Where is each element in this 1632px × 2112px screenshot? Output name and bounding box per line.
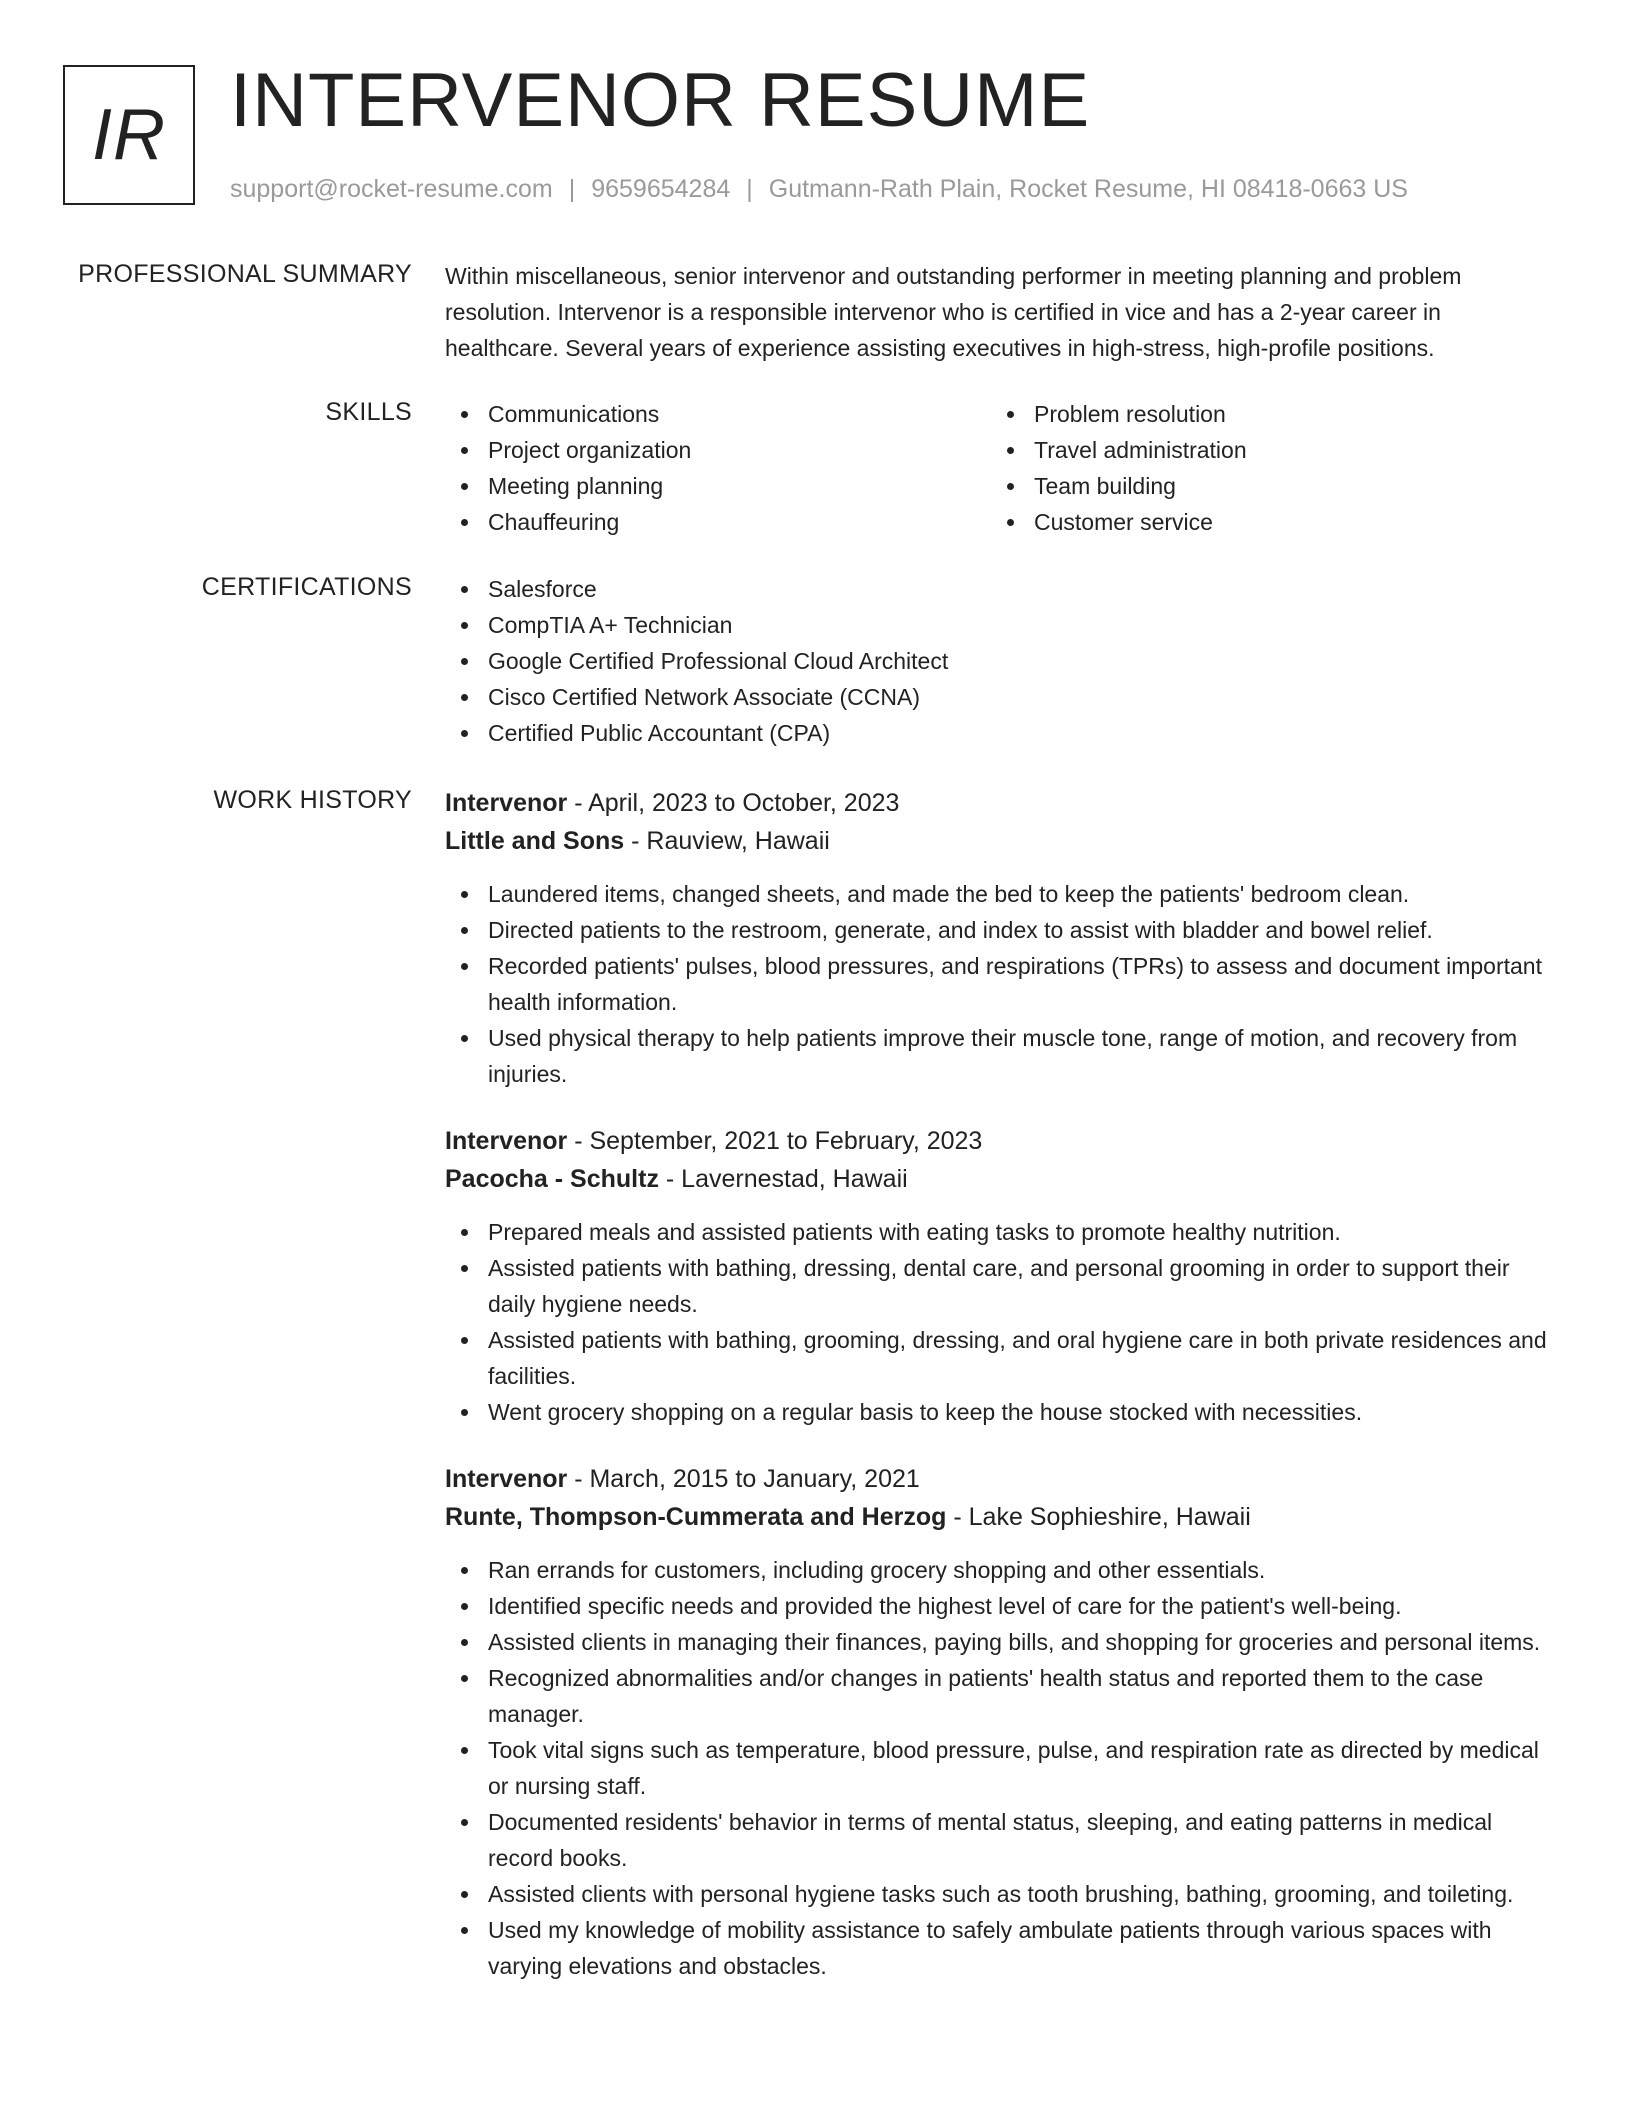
- summary-text: Within miscellaneous, senior intervenor and outstanding performer in meeting planning and problem resolution. Intervenor is a responsible intervenor who is certified in vice and has a 2-year career in healthcare. Several years of experience assisting executives in high-stress, high-profile positions.: [445, 263, 1462, 361]
- job-title: Intervenor: [445, 789, 568, 817]
- job-dates: - March, 2015 to January, 2021: [567, 1465, 920, 1493]
- skill-item: Meeting planning: [445, 468, 991, 504]
- certification-item: Certified Public Accountant (CPA): [445, 715, 1555, 751]
- certifications-list: [445, 571, 1555, 751]
- job-duty-item: Went grocery shopping on a regular basis to keep the house stocked with necessities.: [445, 1394, 1555, 1430]
- skills-grid: [445, 396, 1555, 540]
- certifications-body: [445, 571, 1555, 751]
- job-title: Intervenor: [445, 1465, 568, 1493]
- job-company: Little and Sons: [445, 827, 625, 855]
- contact-email[interactable]: support@rocket-resume.com: [230, 175, 553, 203]
- contact-address: Gutmann-Rath Plain, Rocket Resume, HI 08418-0663 US: [768, 175, 1408, 203]
- job-duty-item: Directed patients to the restroom, generate, and index to assist with bladder and bowel relief.: [445, 912, 1555, 948]
- job-duty-item: Ran errands for customers, including grocery shopping and other essentials.: [445, 1552, 1555, 1588]
- skill-item: Chauffeuring: [445, 504, 991, 540]
- work-history-body: [445, 784, 1555, 2014]
- skill-item: Communications: [445, 396, 991, 432]
- job-duty-item: Assisted clients with personal hygiene tasks such as tooth brushing, bathing, grooming, and toileting.: [445, 1876, 1555, 1912]
- job-company-line: [445, 1160, 1555, 1198]
- certification-item: Salesforce: [445, 571, 1555, 607]
- job-company-line: [445, 822, 1555, 860]
- job-duty-item: Documented residents' behavior in terms of mental status, sleeping, and eating patterns in medical record books.: [445, 1804, 1555, 1876]
- certification-item: Cisco Certified Network Associate (CCNA): [445, 679, 1555, 715]
- skill-item: Team building: [991, 468, 1537, 504]
- job-duty-item: Assisted patients with bathing, grooming, dressing, and oral hygiene care in both private residences and facilities.: [445, 1322, 1555, 1394]
- job-title-line: [445, 1460, 1555, 1498]
- contact-phone[interactable]: 9659654284: [591, 175, 731, 203]
- skills-body: [445, 396, 1555, 540]
- section-label-certifications: CERTIFICATIONS: [201, 573, 412, 601]
- monogram-logo: [63, 65, 195, 205]
- job-duties-list: [445, 876, 1555, 1092]
- job-company: Runte, Thompson-Cummerata and Herzog: [445, 1503, 947, 1531]
- skill-item: Customer service: [991, 504, 1537, 540]
- job-company: Pacocha - Schultz: [445, 1165, 659, 1193]
- job-dates: - April, 2023 to October, 2023: [567, 789, 900, 817]
- contact-separator: |: [568, 175, 576, 203]
- job-title: Intervenor: [445, 1127, 568, 1155]
- job-location: - Rauview, Hawaii: [624, 827, 830, 855]
- job-duty-item: Recorded patients' pulses, blood pressures, and respirations (TPRs) to assess and document important health information.: [445, 948, 1555, 1020]
- job-title-line: [445, 784, 1555, 822]
- job-entry: [445, 1460, 1555, 1984]
- job-duty-item: Recognized abnormalities and/or changes in patients' health status and reported them to the case manager.: [445, 1660, 1555, 1732]
- job-title-line: [445, 1122, 1555, 1160]
- job-duty-item: Prepared meals and assisted patients with eating tasks to promote healthy nutrition.: [445, 1214, 1555, 1250]
- skills-list-right: [991, 396, 1537, 540]
- certification-item: CompTIA A+ Technician: [445, 607, 1555, 643]
- section-label-skills: SKILLS: [325, 398, 412, 426]
- job-duty-item: Used my knowledge of mobility assistance to safely ambulate patients through various spaces with varying elevations and obstacles.: [445, 1912, 1555, 1984]
- job-duties-list: [445, 1214, 1555, 1430]
- skill-item: Problem resolution: [991, 396, 1537, 432]
- job-duty-item: Used physical therapy to help patients improve their muscle tone, range of motion, and recovery from injuries.: [445, 1020, 1555, 1092]
- section-label-work-history: WORK HISTORY: [213, 786, 412, 814]
- job-location: - Lavernestad, Hawaii: [658, 1165, 908, 1193]
- job-entry: [445, 1122, 1555, 1430]
- job-duties-list: [445, 1552, 1555, 1984]
- resume-title: INTERVENOR RESUME: [230, 58, 1091, 143]
- job-duty-item: Took vital signs such as temperature, blood pressure, pulse, and respiration rate as directed by medical or nursing staff.: [445, 1732, 1555, 1804]
- skills-list-left: [445, 396, 991, 540]
- job-entry: [445, 784, 1555, 1092]
- section-label-summary: PROFESSIONAL SUMMARY: [78, 260, 412, 288]
- job-duty-item: Assisted patients with bathing, dressing, dental care, and personal grooming in order to support their daily hygiene needs.: [445, 1250, 1555, 1322]
- job-duty-item: Laundered items, changed sheets, and made the bed to keep the patients' bedroom clean.: [445, 876, 1555, 912]
- contact-line: [230, 175, 1408, 204]
- contact-separator: |: [746, 175, 753, 203]
- job-company-line: [445, 1498, 1555, 1536]
- job-duty-item: Assisted clients in managing their finances, paying bills, and shopping for groceries and personal items.: [445, 1624, 1555, 1660]
- skill-item: Travel administration: [991, 432, 1537, 468]
- skill-item: Project organization: [445, 432, 991, 468]
- certification-item: Google Certified Professional Cloud Architect: [445, 643, 1555, 679]
- job-location: - Lake Sophieshire, Hawaii: [946, 1503, 1251, 1531]
- job-dates: - September, 2021 to February, 2023: [567, 1127, 983, 1155]
- monogram-text: IR: [92, 95, 166, 175]
- job-duty-item: Identified specific needs and provided the highest level of care for the patient's well-being.: [445, 1588, 1555, 1624]
